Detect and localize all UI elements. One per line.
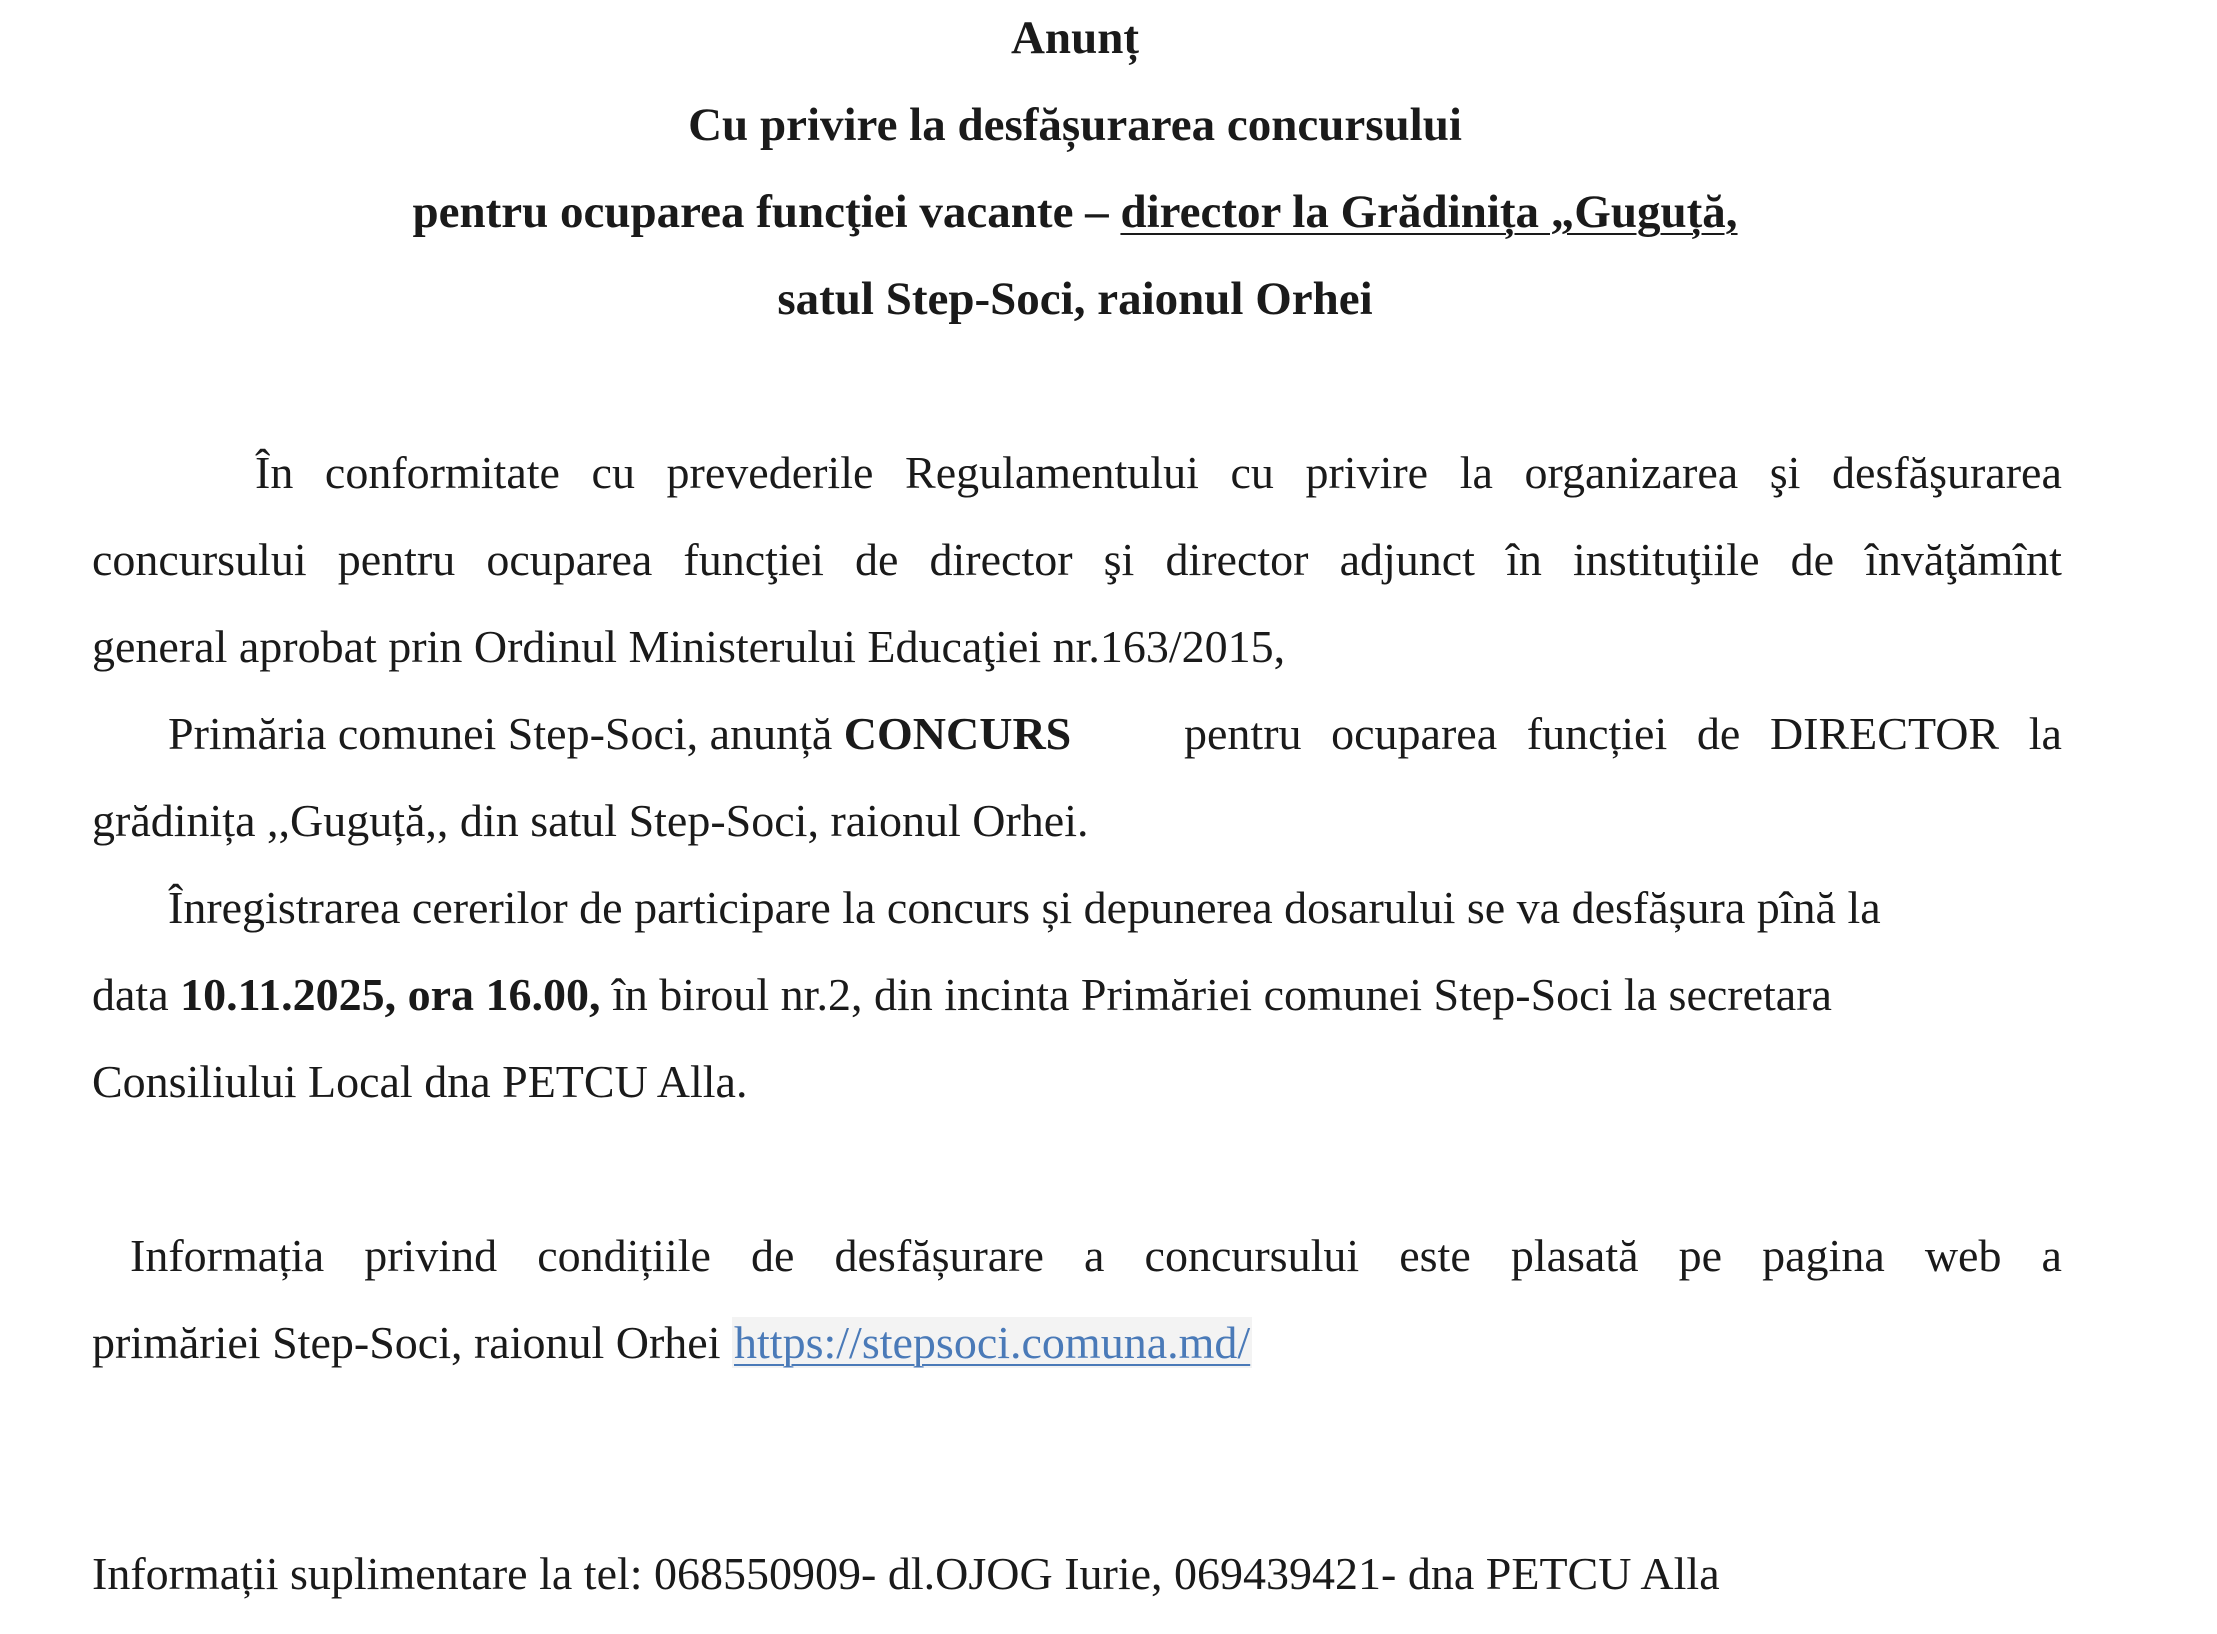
word: de [855, 534, 899, 585]
announcement-location: satul Step-Soci, raionul Orhei [777, 273, 1373, 325]
word: plasată [1510, 1230, 1639, 1281]
contact-info: Informații suplimentare la tel: 068550909- dl.OJOG Iurie, 069439421- dna PETCU Alla [92, 1548, 1720, 1599]
word: cu [1230, 447, 1274, 498]
word: funcției [1526, 708, 1668, 759]
word: concursului [92, 534, 307, 585]
word: şi [1769, 447, 1801, 498]
paragraph1-line2 [92, 530, 2062, 590]
paragraph3-line2: data 10.11.2025, ora 16.00, în biroul nr.2, din incinta Primăriei comunei Step-Soci la secretara [92, 969, 1832, 1020]
word: privire [1305, 447, 1429, 498]
paragraph4-line1 [130, 1226, 2062, 1286]
word: condițiile [537, 1230, 711, 1281]
paragraph3-line3: Consiliului Local dna PETCU Alla. [92, 1056, 748, 1107]
word: DIRECTOR [1769, 708, 2000, 759]
word: de [1790, 534, 1835, 585]
word: funcţiei [683, 534, 824, 585]
word: pagina [1762, 1230, 1885, 1281]
word: adjunct [1339, 534, 1475, 585]
paragraph4-line2: primăriei Step-Soci, raionul Orhei https://stepsoci.comuna.md/ [92, 1317, 1251, 1368]
word: de [751, 1230, 795, 1281]
word: la [2028, 708, 2062, 759]
announcement-subtitle: Cu privire la desfășurarea concursului [688, 99, 1462, 151]
word: cu [591, 447, 635, 498]
word: organizarea [1524, 447, 1739, 498]
word: pe [1678, 1230, 1723, 1281]
word: desfășurare [834, 1230, 1044, 1281]
word: şi [1103, 534, 1135, 585]
word: director [929, 534, 1073, 585]
paragraph2-intro: Primăria comunei Step-Soci, anunță CONCURS [168, 708, 1072, 759]
word: ocuparea [486, 534, 653, 585]
word: prevederile [666, 447, 874, 498]
word: privind [364, 1230, 498, 1281]
position-prefix: pentru ocuparea funcţiei vacante – [412, 186, 1121, 238]
word: desfăşurarea [1832, 447, 2062, 498]
word: director [1165, 534, 1309, 585]
word: Informația [130, 1230, 325, 1281]
paragraph1-line3: general aprobat prin Ordinul Ministerului Educaţiei nr.163/2015, [92, 621, 1286, 672]
word: ocuparea [1331, 708, 1498, 759]
announcement-title: Anunț [1010, 12, 1139, 64]
word: pentru [337, 534, 456, 585]
word: În [255, 447, 294, 498]
word: web [1924, 1230, 2002, 1281]
word: conformitate [324, 447, 560, 498]
word: a [2041, 1230, 2062, 1281]
word: de [1696, 708, 1741, 759]
word: la [1459, 447, 1493, 498]
paragraph2-line2: grădinița ,,Guguță,, din satul Step-Soci, raionul Orhei. [92, 795, 1089, 846]
paragraph2-line1 [168, 704, 2062, 764]
word: este [1399, 1230, 1471, 1281]
announcement-position-line [0, 182, 2150, 242]
paragraph1-line1 [255, 443, 2062, 503]
word: instituţiile [1572, 534, 1760, 585]
website-link[interactable]: https://stepsoci.comuna.md/ [734, 1317, 1251, 1368]
position-underlined: director la Grădinița „Guguță, [1120, 186, 1738, 238]
word: învăţămînt [1865, 534, 2062, 585]
word: a [1084, 1230, 1105, 1281]
deadline-bold: 10.11.2025, ora 16.00, [180, 969, 601, 1020]
word: în [1506, 534, 1542, 585]
word: concursului [1144, 1230, 1360, 1281]
paragraph3-line1: Înregistrarea cererilor de participare la concurs și depunerea dosarului se va desfășura pînă la [168, 882, 1881, 933]
paragraph2-line1-rest [1184, 704, 2062, 764]
concurs-bold: CONCURS [843, 708, 1072, 759]
word: Regulamentului [905, 447, 1199, 498]
word: pentru [1184, 708, 1302, 759]
